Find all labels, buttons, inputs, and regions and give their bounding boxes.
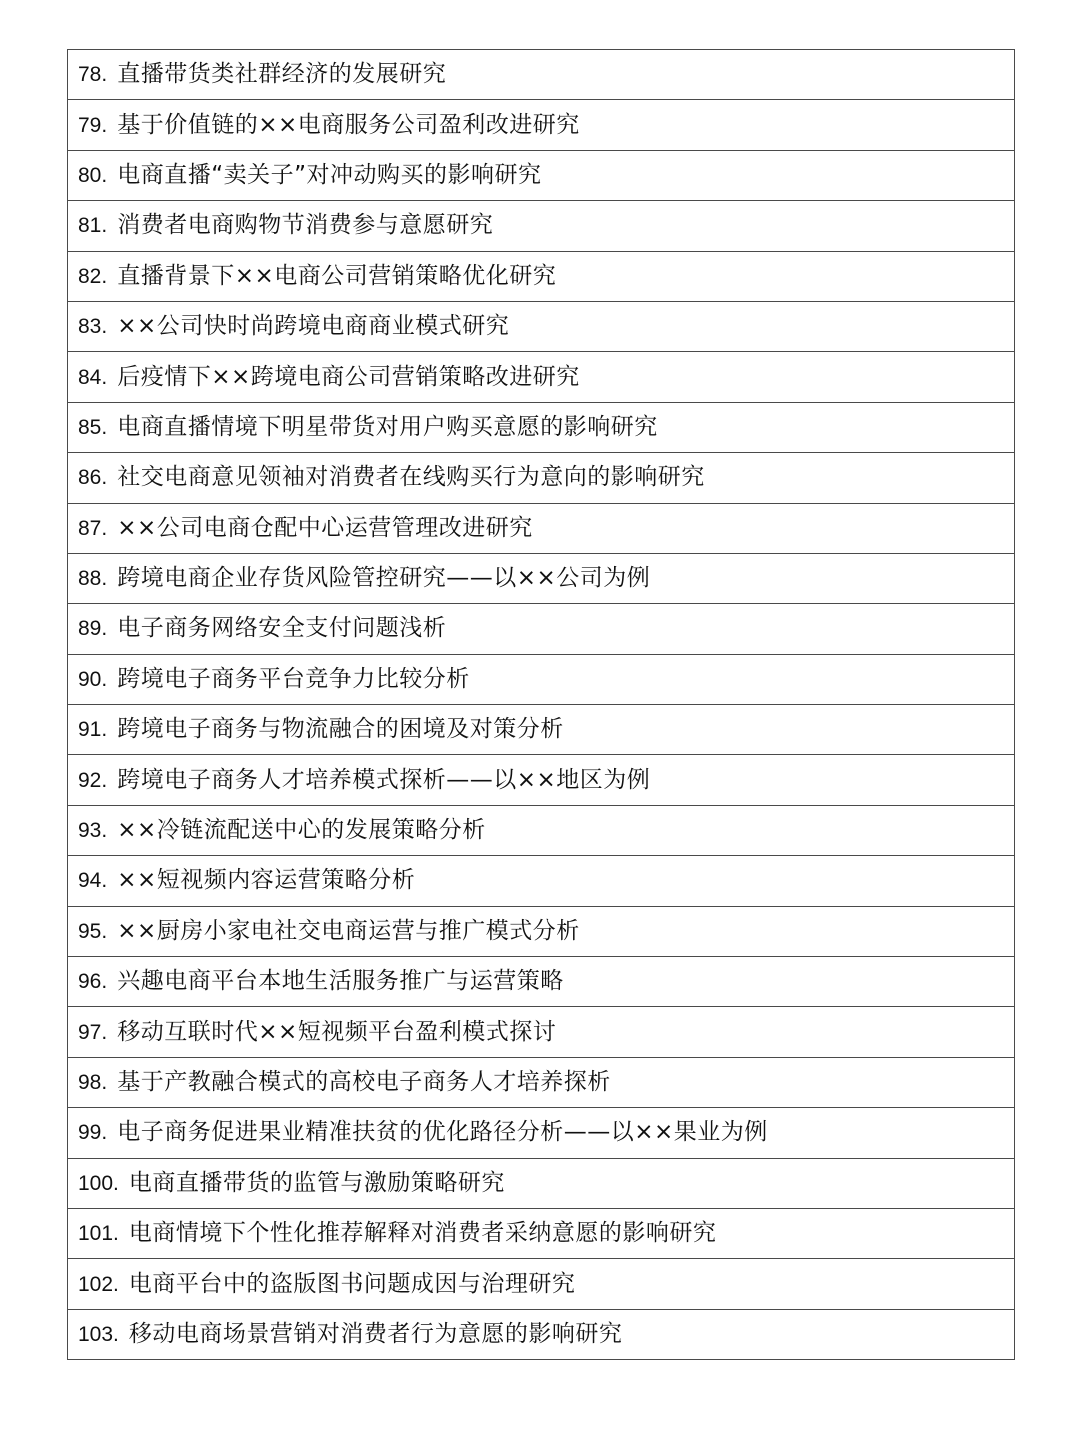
table-row	[68, 100, 1015, 150]
table-row	[68, 301, 1015, 351]
topic-cell	[68, 654, 1015, 704]
topic-title: ××厨房小家电社交电商运营与推广模式分析	[117, 917, 580, 944]
topic-cell	[68, 553, 1015, 603]
table-row	[68, 201, 1015, 251]
topic-cell	[68, 352, 1015, 402]
topic-number: 85.	[78, 415, 108, 439]
topic-number: 84.	[78, 365, 108, 389]
topic-number: 89.	[78, 617, 108, 641]
topic-cell	[68, 1208, 1015, 1258]
topic-cell	[68, 402, 1015, 452]
topic-number: 91.	[78, 718, 108, 742]
table-row	[68, 1007, 1015, 1057]
topic-list-body	[68, 50, 1015, 1360]
topic-title: 电商平台中的盗版图书问题成因与治理研究	[128, 1270, 576, 1297]
topic-cell	[68, 150, 1015, 200]
topic-title: 电商直播情境下明星带货对用户购买意愿的影响研究	[117, 413, 658, 440]
topic-number: 100.	[78, 1171, 119, 1195]
topic-cell	[68, 1007, 1015, 1057]
table-row	[68, 654, 1015, 704]
topic-title: 社交电商意见领袖对消费者在线购买行为意向的影响研究	[117, 464, 705, 491]
topic-title: 移动电商场景营销对消费者行为意愿的影响研究	[128, 1320, 623, 1347]
topic-title: 基于价值链的××电商服务公司盈利改进研究	[117, 111, 580, 138]
table-row	[68, 402, 1015, 452]
topic-cell	[68, 906, 1015, 956]
topic-number: 95.	[78, 919, 108, 943]
topic-title: ××短视频内容运营策略分析	[117, 867, 416, 894]
topic-title: 后疫情下××跨境电商公司营销策略改进研究	[117, 363, 580, 390]
table-row	[68, 503, 1015, 553]
topic-title: 跨境电子商务与物流融合的困境及对策分析	[117, 716, 564, 743]
topic-number: 86.	[78, 466, 108, 490]
topic-number: 103.	[78, 1322, 119, 1346]
topic-number: 81.	[78, 214, 108, 238]
topic-number: 82.	[78, 264, 108, 288]
topic-cell	[68, 1309, 1015, 1359]
table-row	[68, 604, 1015, 654]
topic-cell	[68, 100, 1015, 150]
topic-cell	[68, 856, 1015, 906]
topic-title: 跨境电子商务人才培养模式探析——以××地区为例	[117, 766, 651, 793]
table-row	[68, 805, 1015, 855]
table-row	[68, 906, 1015, 956]
topic-cell	[68, 1158, 1015, 1208]
topic-number: 92.	[78, 768, 108, 792]
topic-number: 94.	[78, 869, 108, 893]
table-row	[68, 1057, 1015, 1107]
topic-title: 直播背景下××电商公司营销策略优化研究	[117, 262, 557, 289]
topic-title: 电商直播“卖关子”对冲动购买的影响研究	[117, 161, 542, 188]
topic-cell	[68, 453, 1015, 503]
topic-cell	[68, 755, 1015, 805]
topic-number: 96.	[78, 970, 108, 994]
topic-number: 99.	[78, 1121, 108, 1145]
topic-number: 78.	[78, 63, 108, 87]
topic-title: 兴趣电商平台本地生活服务推广与运营策略	[117, 968, 564, 995]
topic-cell	[68, 705, 1015, 755]
topic-number: 80.	[78, 163, 108, 187]
topic-title: 直播带货类社群经济的发展研究	[117, 61, 447, 88]
table-row	[68, 1158, 1015, 1208]
topic-number: 79.	[78, 113, 108, 137]
topic-number: 90.	[78, 667, 108, 691]
topic-title: 电商直播带货的监管与激励策略研究	[128, 1169, 505, 1196]
topic-number: 101.	[78, 1222, 119, 1246]
table-row	[68, 50, 1015, 100]
topic-number: 98.	[78, 1071, 108, 1094]
topic-cell	[68, 50, 1015, 100]
table-row	[68, 957, 1015, 1007]
table-row	[68, 755, 1015, 805]
table-row	[68, 1259, 1015, 1309]
topic-cell	[68, 1108, 1015, 1158]
table-row	[68, 856, 1015, 906]
topic-list-table	[67, 49, 1015, 1360]
topic-number: 88.	[78, 567, 108, 591]
table-row	[68, 1208, 1015, 1258]
topic-number: 87.	[78, 516, 108, 540]
table-row	[68, 251, 1015, 301]
topic-title: ××公司电商仓配中心运营管理改进研究	[117, 514, 533, 541]
topic-title: 基于产教融合模式的高校电子商务人才培养探析	[117, 1069, 611, 1095]
topic-title: 跨境电子商务平台竞争力比较分析	[117, 665, 470, 692]
table-row	[68, 453, 1015, 503]
topic-title: 电商情境下个性化推荐解释对消费者采纳意愿的影响研究	[128, 1220, 717, 1247]
topic-cell	[68, 251, 1015, 301]
topic-cell	[68, 503, 1015, 553]
topic-number: 93.	[78, 819, 108, 843]
topic-cell	[68, 201, 1015, 251]
topic-number: 97.	[78, 1020, 108, 1044]
topic-title: ××冷链流配送中心的发展策略分析	[117, 817, 486, 844]
topic-title: 电子商务网络安全支付问题浅析	[117, 615, 447, 642]
table-row	[68, 352, 1015, 402]
topic-title: 消费者电商购物节消费参与意愿研究	[117, 212, 494, 239]
table-row	[68, 553, 1015, 603]
topic-number: 102.	[78, 1272, 119, 1296]
table-row	[68, 1108, 1015, 1158]
topic-title: ××公司快时尚跨境电商商业模式研究	[117, 313, 510, 340]
topic-number: 83.	[78, 315, 108, 339]
topic-cell	[68, 1259, 1015, 1309]
topic-title: 电子商务促进果业精准扶贫的优化路径分析——以××果业为例	[117, 1119, 768, 1146]
topic-cell	[68, 604, 1015, 654]
topic-cell	[68, 805, 1015, 855]
table-row	[68, 1309, 1015, 1359]
topic-cell	[68, 957, 1015, 1007]
topic-title: 跨境电商企业存货风险管控研究——以××公司为例	[117, 565, 651, 592]
topic-title: 移动互联时代××短视频平台盈利模式探讨	[117, 1018, 557, 1045]
table-row	[68, 150, 1015, 200]
table-row	[68, 705, 1015, 755]
topic-cell	[68, 1057, 1015, 1107]
topic-cell	[68, 301, 1015, 351]
